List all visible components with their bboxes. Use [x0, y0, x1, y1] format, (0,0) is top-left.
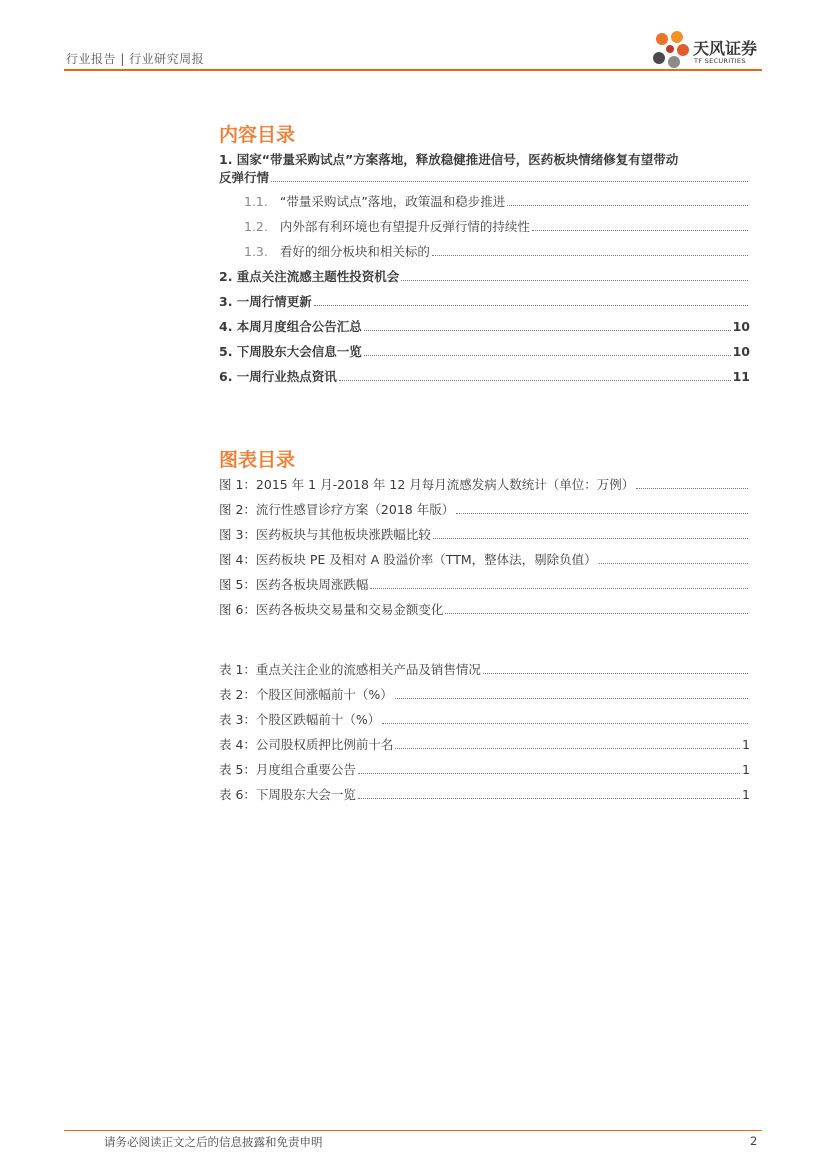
toc-text: 3. 一周行情更新 [219, 294, 312, 309]
table-text: 表 4：公司股权质押比例前十名 [219, 737, 394, 752]
figure-text: 图 5：医药各板块周涨跌幅 [219, 577, 369, 592]
toc-num: 1.1. [244, 194, 268, 209]
table-entry-2[interactable] [219, 686, 750, 704]
toc-num: 1.3. [244, 244, 268, 259]
toc-text: 5. 下周股东大会信息一览 [219, 344, 362, 359]
toc-item-1-line1[interactable] [219, 151, 750, 169]
toc-page: 11 [732, 369, 750, 384]
toc-item-3[interactable] [219, 293, 750, 311]
leader-dots [445, 612, 748, 614]
logo-name-en: TF SECURITIES [694, 57, 746, 65]
header-breadcrumb: 行业报告 | 行业研究周报 [66, 52, 205, 66]
table-entry-3[interactable] [219, 711, 750, 729]
figure-entry-4[interactable] [219, 551, 750, 569]
toc-item-4[interactable] [219, 318, 750, 336]
table-page: 1 [742, 787, 750, 802]
toc-num: 1.2. [244, 219, 268, 234]
table-page: 1 [742, 762, 750, 777]
figure-entry-6[interactable] [219, 601, 750, 619]
figure-entry-2[interactable] [219, 501, 750, 519]
table-entry-5[interactable] [219, 761, 750, 779]
table-text: 表 1：重点关注企业的流感相关产品及销售情况 [219, 662, 481, 677]
leader-dots [456, 512, 748, 514]
figure-text: 图 4：医药板块 PE 及相对 A 股溢价率（TTM，整体法，剔除负值） [219, 552, 597, 567]
leader-dots [395, 747, 740, 749]
flower-logo-icon [650, 30, 692, 70]
table-entry-1[interactable] [219, 661, 750, 679]
figure-entry-3[interactable] [219, 526, 750, 544]
toc-text: 内外部有利环境也有望提升反弹行情的持续性 [279, 219, 530, 234]
toc-item-6[interactable] [219, 368, 750, 386]
toc-text: 4. 本周月度组合公告汇总 [219, 319, 362, 334]
leader-dots [395, 697, 748, 699]
leader-dots [483, 672, 748, 674]
figure-text: 图 2：流行性感冒诊疗方案（2018 年版） [219, 502, 455, 517]
leader-dots [507, 204, 748, 206]
figure-text: 图 3：医药板块与其他板块涨跌幅比较 [219, 527, 431, 542]
leader-dots [432, 254, 748, 256]
logo-name-cn: 天风证券 [693, 39, 758, 58]
table-text: 表 2：个股区间涨幅前十（%） [219, 687, 393, 702]
leader-dots [339, 379, 731, 381]
figure-entry-5[interactable] [219, 576, 750, 594]
leader-dots [532, 229, 748, 231]
figure-text: 图 6：医药各板块交易量和交易金额变化 [219, 602, 444, 617]
toc-page: 10 [732, 319, 750, 334]
header-divider [64, 69, 762, 71]
leader-dots [433, 537, 748, 539]
toc-text: 6. 一周行业热点资讯 [219, 369, 337, 384]
leader-dots [314, 304, 748, 306]
leader-dots [364, 354, 731, 356]
company-logo [650, 30, 765, 70]
leader-dots [599, 562, 748, 564]
toc-page: 10 [732, 344, 750, 359]
leader-dots [636, 487, 748, 489]
toc-item-2[interactable] [219, 268, 750, 286]
table-text: 表 3：个股区跌幅前十（%） [219, 712, 381, 727]
toc-item-1-text: 1. 国家“带量采购试点”方案落地，释放稳健推进信号，医药板块情绪修复有望带动 [219, 152, 679, 167]
leader-dots [358, 772, 740, 774]
leader-dots [271, 180, 748, 182]
table-text: 表 6：下周股东大会一览 [219, 787, 356, 802]
footer-page-number: 2 [750, 1134, 758, 1148]
footer-disclaimer: 请务必阅读正文之后的信息披露和免责申明 [104, 1135, 323, 1149]
leader-dots [370, 587, 748, 589]
toc-item-1-3[interactable] [244, 243, 750, 261]
toc-text: 看好的细分板块和相关标的 [279, 244, 430, 259]
toc-text: 2. 重点关注流感主题性投资机会 [219, 269, 400, 284]
table-entry-6[interactable] [219, 786, 750, 804]
toc-title: 内容目录 [219, 124, 296, 146]
leader-dots [364, 329, 731, 331]
leader-dots [382, 722, 748, 724]
figures-title: 图表目录 [219, 449, 296, 471]
toc-text: “带量采购试点”落地，政策温和稳步推进 [279, 194, 506, 209]
table-page: 1 [742, 737, 750, 752]
table-entry-4[interactable] [219, 736, 750, 754]
toc-item-5[interactable] [219, 343, 750, 361]
toc-item-1-2[interactable] [244, 218, 750, 236]
footer-divider [64, 1130, 762, 1131]
figure-text: 图 1：2015 年 1 月-2018 年 12 月每月流感发病人数统计（单位：万例） [219, 477, 635, 492]
toc-item-1-1[interactable] [244, 193, 750, 211]
toc-item-1-line2[interactable] [219, 169, 750, 187]
table-text: 表 5：月度组合重要公告 [219, 762, 356, 777]
leader-dots [401, 279, 748, 281]
figure-entry-1[interactable] [219, 476, 750, 494]
leader-dots [358, 797, 740, 799]
toc-item-1-cont: 反弹行情 [219, 170, 270, 185]
